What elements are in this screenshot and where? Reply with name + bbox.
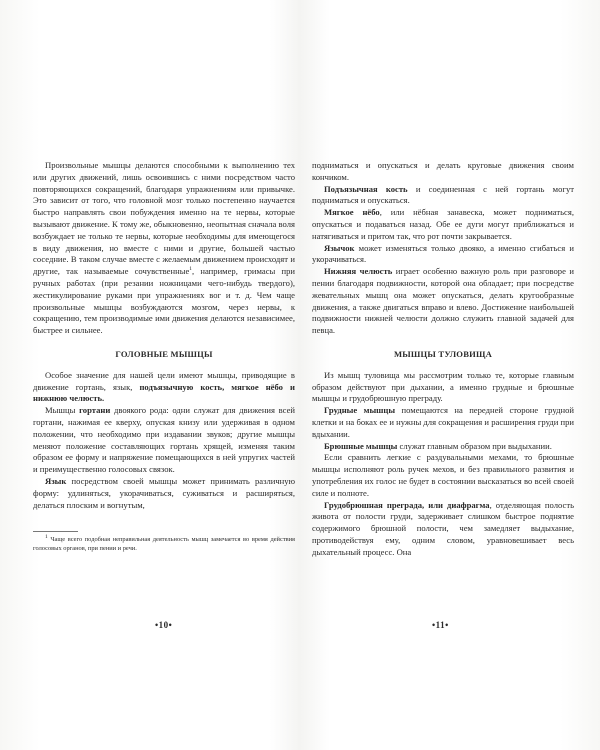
footnote-marker: 1 [189,266,193,273]
footnote-text: Чаще всего подобная неправильная деятельность мышц замечается во время действия голосовых органов, при пении и речи. [33,536,295,552]
paragraph-text: , или нёбная занавеска, может подниматься, опускаться и подаваться назад. Обе ее дуги могут приближаться и натягиваться и притом так, что рот почти закрывается. [312,207,574,241]
paragraph-text: Особое значение для нашей цели имеют мышцы, приводящие в движение гортань, язык, [33,369,295,392]
paragraph [312,405,574,440]
section-heading: ГОЛОВНЫЕ МЫШЦЫ [115,348,213,359]
paragraph [312,441,574,453]
bold-term: подъязычную кость, мягкое нёбо и нижнюю челюсть. [33,381,295,404]
bold-term: Брюшные мышцы [324,440,398,451]
paragraph-text: может изменяться только двояко, а именно сгибаться и укорачиваться. [312,242,574,265]
footnote-marker: 1 [45,534,48,541]
paragraph-text: , отделяющая полость живота от полости груди, задерживает слишком быстрое поднятие содержимого брюшной полости, чем замедляет выдыхание, противодействуя ему, одним словом, уравновешивает весь дыхательный процесс. Она [312,499,574,557]
paragraph [312,184,574,208]
paragraph-text: двоякого рода: одни служат для движения всей гортани, нажимая ее кверху, опуская книзу или удерживая в одном положении, что необходимо при издавании звуков; другие мышцы меняют положение составляющих гортань хрящей, изменяя таким образом ее форму и напряжение помещающихся в ней упругих частей и преимущественно голосовых связок. [33,405,295,475]
page-number-right: •11• [432,620,449,630]
footnote [33,536,295,553]
left-page [33,160,295,720]
paragraph-text: Произвольные мышцы делаются способными к выполнению тех или других движений, лишь освоившись с ними посредством часто повторяющихся сокращений, благодаря упражнениям или привычке. Это зависит от того, что головной мозг только постепенно научается быстро направлять свои побуждения именно на те нервы, которые вызывают движение. К тому же, обыкновенно, неопытная сначала воля возбуждает не только те нервы, которые необходимы для имеющегося в виду движения, но вместе с ними и другие, большей частью соседние. В таком случае вместе с желаемым движением происходят и другие, так называемые сочувственные [33,160,295,277]
paragraph [33,370,295,405]
paragraph-text: , например, гримасы при ручных работах (при резании ножницами чего-нибудь твердого), жестикулирование руками при упражнениях вог и т. д. Чем чаще произвольные мышцы возбуждаются мозгом, через нервы, к сокращению, тем производимые ими движения делаются независимее, быстрее и сильнее. [33,266,295,336]
paragraph-text: помещаются на передней стороне грудной клетки и на боках ее и нужны для сокращения и расширения груди при вдыхании. [312,405,574,439]
paragraph-text: Мышцы [45,405,80,416]
section-heading: МЫШЦЫ ТУЛОВИЩА [393,348,493,359]
paragraph-text: служат главным образом при выдыхании. [397,440,552,451]
bold-term: Подъязычная кость [324,183,408,194]
bold-term: Мягкое нёбо [324,207,380,218]
bold-term: Нижняя челюсть [324,266,393,277]
paragraph: подниматься и опускаться и делать круговые движения своим кончиком. [312,160,574,182]
bold-term: Грудобрюшная преграда, или диафрагма [324,499,490,510]
paragraph-text: и соединенная с ней гортань могут подниматься и опускаться. [312,183,574,206]
paragraph [312,266,574,337]
paragraph-text: посредством своей мышцы может принимать различную форму: удлиняться, укорачиваться, суживаться и расширяться, делаться плоским и вогнутым, [33,475,295,510]
bold-term: гортани [79,405,111,416]
paragraph [312,243,574,267]
paragraph [312,500,574,559]
bold-term: Грудные мышцы [324,405,396,416]
paragraph [33,476,295,511]
footnote-divider [33,531,78,532]
paragraph [33,160,295,337]
bold-term: Язычок [324,242,355,253]
bold-term: Язык [45,475,67,486]
paragraph [33,405,295,476]
page-number-left: •10• [155,620,173,630]
paragraph: Из мышц туловища мы рассмотрим только те, которые главным образом действуют при дыхании, а именно грудные и брюшные мышцы и грудобрюшную преграду. [312,369,574,404]
paragraph: Если сравнить легкие с раздувальными мехами, то брюшные мышцы исполняют роль ручек мехов, и без правильного развития и употребления их голос не будет в состоянии высказаться во всей своей силе и полноте. [312,452,574,498]
paragraph-text: играет особенно важную роль при разговоре и пении благодаря подвижности, которой она обладает; при посредстве жевательных мышц она может опускаться, делать кругообразные движения, а также двигаться вправо и влево. Достижение наибольшей подвижности нижней челюсти должно служить главной задачей для певца. [312,266,574,336]
paragraph [312,207,574,242]
right-page [312,160,574,720]
